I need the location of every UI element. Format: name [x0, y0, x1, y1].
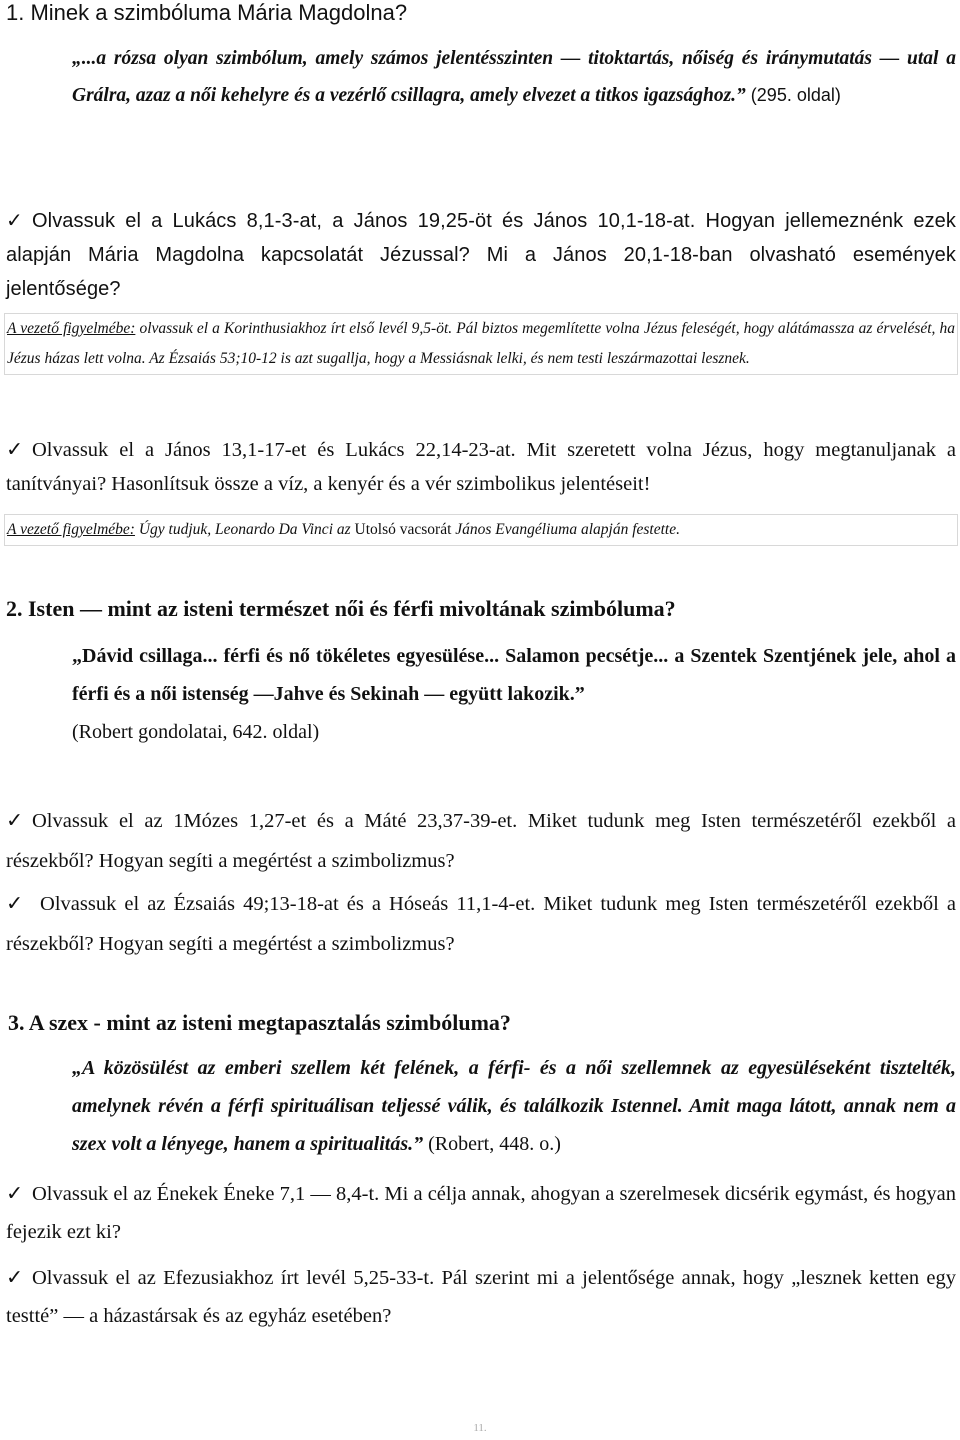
section2-item-1-text: Olvassuk el az 1Mózes 1,27-et és a Máté 23,37-39-et. Miket tudunk meg Isten természetéről ezekből a részekből? Hogyan segíti a megértést a szimbolizmus? [6, 810, 956, 872]
section2-quote [72, 637, 956, 751]
section1-item-1 [6, 203, 956, 306]
check-icon: ✓ [6, 1265, 24, 1289]
section3-quote-ref: (Robert, 448. o.) [423, 1133, 561, 1155]
section1-quote-text: „...a rózsa olyan szimbólum, amely számos jelentésszinten — titoktartás, nőiség és iránymutatás — utal a Grálra, azaz a női kehelyre és a vezérlő csillagra, amely elvezet a titkos igazsághoz.” [72, 48, 956, 106]
section2-item-2-text: Olvassuk el az Ézsaiás 49;13-18-at és a Hóseás 11,1-4-et. Miket tudunk meg Isten természetéről ezekből a részekből? Hogyan segíti a megértést a szimbolizmus? [6, 893, 956, 955]
page-number: 11. [473, 1422, 487, 1434]
check-icon: ✓ [6, 808, 24, 832]
note-label: A vezető figyelmébe: [7, 320, 136, 337]
section2-quote-ref: (Robert gondolatai, 642. oldal) [72, 721, 320, 743]
section2-item-1 [6, 800, 956, 881]
section3-item-2 [6, 1258, 956, 1335]
check-icon: ✓ [6, 437, 24, 461]
check-icon: ✓ [6, 1181, 24, 1205]
note-text-a: Úgy tudjuk, Leonardo Da Vinci az [134, 521, 355, 538]
section3-item-2-text: Olvassuk el az Efezusiakhoz írt levél 5,25-33-t. Pál szerint mi a jelentősége annak, hogy „lesznek ketten egy testté” — a házastársak és az egyház esetében? [6, 1267, 956, 1327]
section1-quote [72, 40, 956, 114]
check-icon: ✓ [6, 208, 23, 232]
section1-leader-note-2 [4, 514, 958, 546]
section1-item-2 [6, 432, 956, 501]
section3-quote [72, 1049, 956, 1163]
note-text: olvassuk el a Korinthusiakhoz írt első levél 9,5-öt. Pál biztos megemlítette volna Jézus feleségét, hogy alátámassza az érvelését, ha Jézus házas lett volna. Az Ézsaiás 53;10-12 is azt sugallja, hogy a Messiásnak lelki, és nem testi leszármazottai lesznek. [7, 320, 955, 367]
section1-leader-note-1 [4, 313, 958, 375]
section1-item-2-text: Olvassuk el a János 13,1-17-et és Lukács 22,14-23-at. Mit szeretett volna Jézus, hogy megtanuljanak a tanítványai? Hasonlítsuk össze a víz, a kenyér és a vér szimbolikus jelentéseit! [6, 439, 956, 495]
check-icon: ✓ [6, 891, 24, 915]
note-label: A vezető figyelmébe: [7, 521, 135, 538]
section2-item-2 [6, 883, 956, 964]
section1-title: 1. Minek a szimbóluma Mária Magdolna? [6, 0, 408, 25]
section3-quote-text: „A közösülést az emberi szellem két felének, a férfi- és a női szellemnek az egyesüléseként tisztelték, amelynek révén a férfi spirituálisan teljessé válik, és találkozik Istennel. Amit maga látott, annak nem a szex volt a lényege, hanem a spiritualitás.” [72, 1057, 956, 1155]
note-text-b: Utolsó vacsorát [354, 521, 452, 538]
section1-item-1-text: Olvassuk el a Lukács 8,1-3-at, a János 19,25-öt és János 10,1-18-at. Hogyan jellemeznénk ezek alapján Mária Magdolna kapcsolatát Jézussal? Mi a János 20,1-18-ban olvasható események jelentősége? [6, 210, 956, 300]
section3-item-1-text: Olvassuk el az Énekek Éneke 7,1 — 8,4-t. Mi a célja annak, ahogyan a szerelmesek dicsérik egymást, és hogyan fejezik ezt ki? [6, 1183, 956, 1243]
section1-quote-ref: (295. oldal) [745, 85, 841, 105]
note-text-c: János Evangéliuma alapján festette. [451, 521, 680, 538]
section2-quote-text: „Dávid csillaga... férfi és nő tökéletes egyesülése... Salamon pecsétje... a Szentek Szentjének jele, ahol a férfi és a női istenség —Jahve és Sekinah — együtt lakozik.” [72, 645, 956, 705]
section3-title: 3. A szex - mint az isteni megtapasztalás szimbóluma? [8, 1010, 511, 1035]
section3-item-1 [6, 1174, 956, 1251]
section2-title: 2. Isten — mint az isteni természet női és férfi mivoltának szimbóluma? [6, 596, 676, 621]
